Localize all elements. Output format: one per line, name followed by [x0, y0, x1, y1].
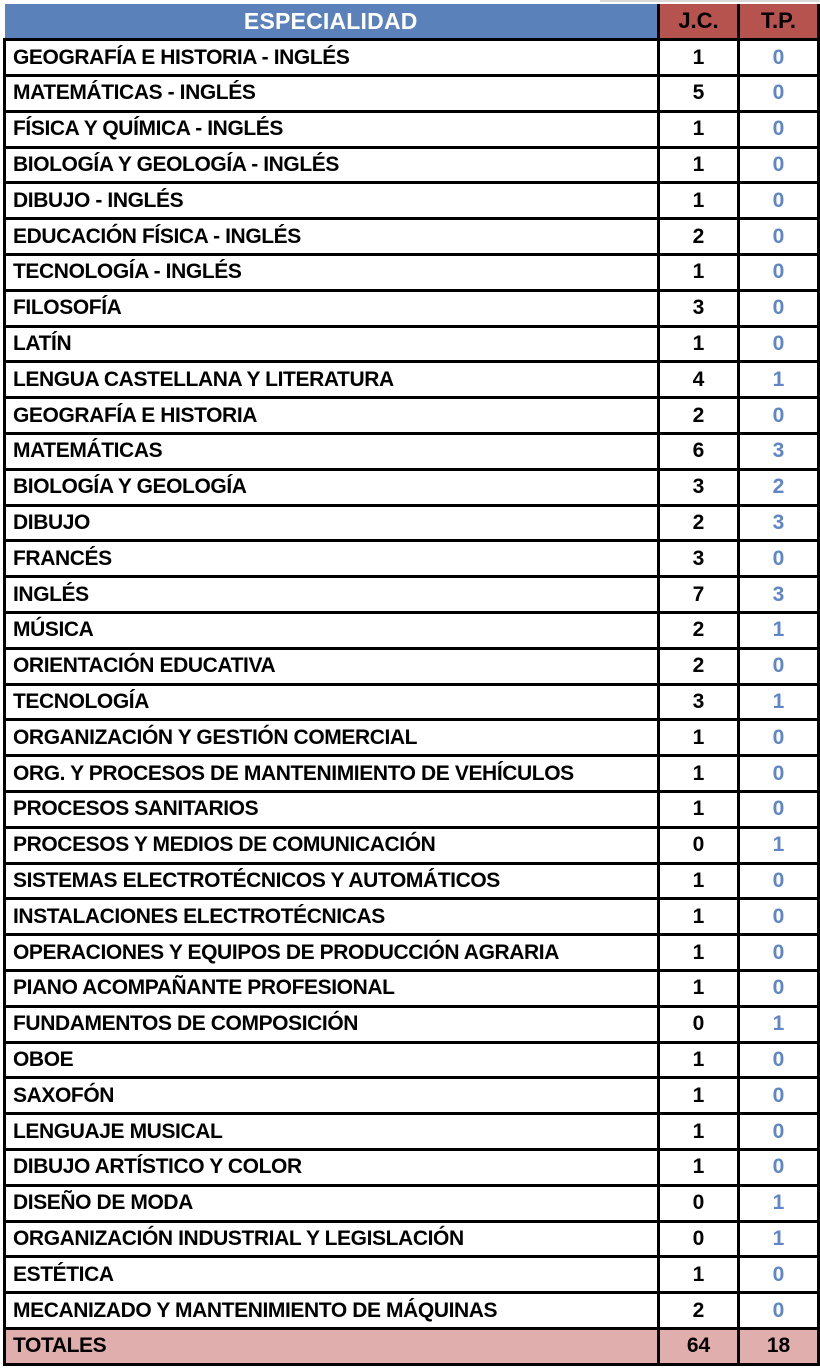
tp-value-cell: 1	[739, 362, 819, 398]
table-row	[5, 720, 819, 756]
table-row	[5, 76, 819, 112]
jc-value-cell: 1	[659, 1078, 739, 1114]
table-row	[5, 398, 819, 434]
especialidad-cell: GEOGRAFÍA E HISTORIA - INGLÉS	[5, 40, 659, 76]
table-row	[5, 505, 819, 541]
especialidad-cell: ESTÉTICA	[5, 1257, 659, 1293]
jc-value-cell: 3	[659, 541, 739, 577]
jc-value-cell: 1	[659, 1114, 739, 1150]
especialidad-cell: ORIENTACIÓN EDUCATIVA	[5, 648, 659, 684]
jc-value-cell: 1	[659, 899, 739, 935]
jc-value-cell: 1	[659, 1150, 739, 1186]
especialidad-cell: SAXOFÓN	[5, 1078, 659, 1114]
tp-value-cell: 0	[739, 183, 819, 219]
especialidad-cell: FUNDAMENTOS DE COMPOSICIÓN	[5, 1006, 659, 1042]
table-row	[5, 577, 819, 613]
especialidad-cell: GEOGRAFÍA E HISTORIA	[5, 398, 659, 434]
especialidad-cell: SISTEMAS ELECTROTÉCNICOS Y AUTOMÁTICOS	[5, 863, 659, 899]
tp-value-cell: 0	[739, 541, 819, 577]
column-header-tp: T.P.	[739, 4, 819, 40]
tp-value-cell: 0	[739, 1078, 819, 1114]
especialidad-cell: ORGANIZACIÓN INDUSTRIAL Y LEGISLACIÓN	[5, 1221, 659, 1257]
table-row	[5, 935, 819, 971]
tp-value-cell: 1	[739, 1006, 819, 1042]
table-row	[5, 40, 819, 76]
tp-value-cell: 1	[739, 613, 819, 649]
especialidad-cell: FÍSICA Y QUÍMICA - INGLÉS	[5, 111, 659, 147]
especialidad-cell: DIBUJO ARTÍSTICO Y COLOR	[5, 1150, 659, 1186]
tp-value-cell: 0	[739, 398, 819, 434]
jc-value-cell: 0	[659, 1221, 739, 1257]
especialidad-cell: EDUCACIÓN FÍSICA - INGLÉS	[5, 219, 659, 255]
table-row	[5, 1042, 819, 1078]
jc-value-cell: 1	[659, 111, 739, 147]
table-row	[5, 147, 819, 183]
especialidad-cell: BIOLOGÍA Y GEOLOGÍA	[5, 469, 659, 505]
tp-value-cell: 0	[739, 219, 819, 255]
jc-value-cell: 3	[659, 290, 739, 326]
table-row	[5, 684, 819, 720]
table-row	[5, 255, 819, 291]
tp-value-cell: 0	[739, 1293, 819, 1329]
jc-value-cell: 1	[659, 863, 739, 899]
table-row	[5, 863, 819, 899]
especialidad-cell: FRANCÉS	[5, 541, 659, 577]
table-row	[5, 1114, 819, 1150]
especialidad-cell: ORGANIZACIÓN Y GESTIÓN COMERCIAL	[5, 720, 659, 756]
especialidad-cell: LENGUA CASTELLANA Y LITERATURA	[5, 362, 659, 398]
tp-value-cell: 0	[739, 935, 819, 971]
tp-value-cell: 0	[739, 720, 819, 756]
totals-row	[5, 1328, 819, 1364]
tp-value-cell: 3	[739, 434, 819, 470]
especialidad-cell: BIOLOGÍA Y GEOLOGÍA - INGLÉS	[5, 147, 659, 183]
table-row	[5, 434, 819, 470]
table-row	[5, 756, 819, 792]
tp-value-cell: 0	[739, 1150, 819, 1186]
jc-value-cell: 2	[659, 505, 739, 541]
tp-value-cell: 0	[739, 147, 819, 183]
jc-value-cell: 1	[659, 792, 739, 828]
table-row	[5, 1006, 819, 1042]
especialidad-cell: DIBUJO	[5, 505, 659, 541]
tp-value-cell: 3	[739, 577, 819, 613]
especialidad-cell: DISEÑO DE MODA	[5, 1185, 659, 1221]
jc-value-cell: 1	[659, 147, 739, 183]
tp-value-cell: 0	[739, 1114, 819, 1150]
tp-value-cell: 0	[739, 111, 819, 147]
jc-value-cell: 0	[659, 1006, 739, 1042]
tp-value-cell: 2	[739, 469, 819, 505]
table-row	[5, 827, 819, 863]
tp-value-cell: 1	[739, 1221, 819, 1257]
jc-value-cell: 7	[659, 577, 739, 613]
jc-value-cell: 1	[659, 326, 739, 362]
table-row	[5, 1221, 819, 1257]
especialidad-cell: TECNOLOGÍA	[5, 684, 659, 720]
spreadsheet-gridline	[600, 0, 820, 2]
table-row	[5, 362, 819, 398]
especialidad-cell: PIANO ACOMPAÑANTE PROFESIONAL	[5, 971, 659, 1007]
header-row	[5, 4, 819, 40]
especialidad-cell: ORG. Y PROCESOS DE MANTENIMIENTO DE VEHÍCULOS	[5, 756, 659, 792]
table-body	[5, 40, 819, 1329]
tp-value-cell: 0	[739, 756, 819, 792]
tp-value-cell: 0	[739, 1257, 819, 1293]
table-row	[5, 899, 819, 935]
especialidad-cell: MECANIZADO Y MANTENIMIENTO DE MÁQUINAS	[5, 1293, 659, 1329]
jc-value-cell: 3	[659, 684, 739, 720]
especialidad-cell: DIBUJO - INGLÉS	[5, 183, 659, 219]
table-row	[5, 469, 819, 505]
totals-label: TOTALES	[5, 1328, 659, 1364]
jc-value-cell: 1	[659, 183, 739, 219]
especialidad-cell: MATEMÁTICAS - INGLÉS	[5, 76, 659, 112]
jc-value-cell: 0	[659, 827, 739, 863]
jc-value-cell: 1	[659, 720, 739, 756]
tp-value-cell: 0	[739, 971, 819, 1007]
jc-value-cell: 2	[659, 219, 739, 255]
jc-value-cell: 2	[659, 613, 739, 649]
tp-value-cell: 0	[739, 1042, 819, 1078]
column-header-jc: J.C.	[659, 4, 739, 40]
especialidad-cell: MATEMÁTICAS	[5, 434, 659, 470]
jc-value-cell: 0	[659, 1185, 739, 1221]
jc-value-cell: 1	[659, 255, 739, 291]
jc-value-cell: 2	[659, 648, 739, 684]
tp-value-cell: 0	[739, 40, 819, 76]
tp-value-cell: 1	[739, 827, 819, 863]
table-row	[5, 1078, 819, 1114]
especialidad-cell: TECNOLOGÍA - INGLÉS	[5, 255, 659, 291]
totals-jc-value: 64	[659, 1328, 739, 1364]
tp-value-cell: 1	[739, 684, 819, 720]
jc-value-cell: 6	[659, 434, 739, 470]
table-row	[5, 219, 819, 255]
jc-value-cell: 2	[659, 1293, 739, 1329]
tp-value-cell: 0	[739, 792, 819, 828]
table-row	[5, 613, 819, 649]
especialidad-cell: LENGUAJE MUSICAL	[5, 1114, 659, 1150]
table-row	[5, 1293, 819, 1329]
jc-value-cell: 2	[659, 398, 739, 434]
especialidad-cell: FILOSOFÍA	[5, 290, 659, 326]
tp-value-cell: 0	[739, 863, 819, 899]
jc-value-cell: 3	[659, 469, 739, 505]
jc-value-cell: 1	[659, 40, 739, 76]
tp-value-cell: 0	[739, 290, 819, 326]
jc-value-cell: 4	[659, 362, 739, 398]
jc-value-cell: 1	[659, 935, 739, 971]
especialidad-cell: PROCESOS SANITARIOS	[5, 792, 659, 828]
table-row	[5, 183, 819, 219]
especialidad-cell: PROCESOS Y MEDIOS DE COMUNICACIÓN	[5, 827, 659, 863]
totals-tp-value: 18	[739, 1328, 819, 1364]
tp-value-cell: 0	[739, 899, 819, 935]
especialidad-cell: OBOE	[5, 1042, 659, 1078]
jc-value-cell: 1	[659, 1257, 739, 1293]
jc-value-cell: 5	[659, 76, 739, 112]
table-row	[5, 971, 819, 1007]
tp-value-cell: 1	[739, 1185, 819, 1221]
especialidad-cell: MÚSICA	[5, 613, 659, 649]
table-row	[5, 326, 819, 362]
especialidad-cell: OPERACIONES Y EQUIPOS DE PRODUCCIÓN AGRARIA	[5, 935, 659, 971]
jc-value-cell: 1	[659, 1042, 739, 1078]
tp-value-cell: 0	[739, 648, 819, 684]
specialties-table-wrapper	[3, 4, 817, 1366]
table-row	[5, 1185, 819, 1221]
column-header-especialidad: ESPECIALIDAD	[5, 4, 659, 40]
table-row	[5, 541, 819, 577]
jc-value-cell: 1	[659, 756, 739, 792]
table-row	[5, 1257, 819, 1293]
tp-value-cell: 0	[739, 326, 819, 362]
table-row	[5, 290, 819, 326]
table-row	[5, 792, 819, 828]
jc-value-cell: 1	[659, 971, 739, 1007]
tp-value-cell: 3	[739, 505, 819, 541]
table-row	[5, 648, 819, 684]
tp-value-cell: 0	[739, 76, 819, 112]
tp-value-cell: 0	[739, 255, 819, 291]
especialidad-cell: INSTALACIONES ELECTROTÉCNICAS	[5, 899, 659, 935]
table-row	[5, 111, 819, 147]
specialties-table	[3, 4, 820, 1366]
especialidad-cell: LATÍN	[5, 326, 659, 362]
table-row	[5, 1150, 819, 1186]
especialidad-cell: INGLÉS	[5, 577, 659, 613]
